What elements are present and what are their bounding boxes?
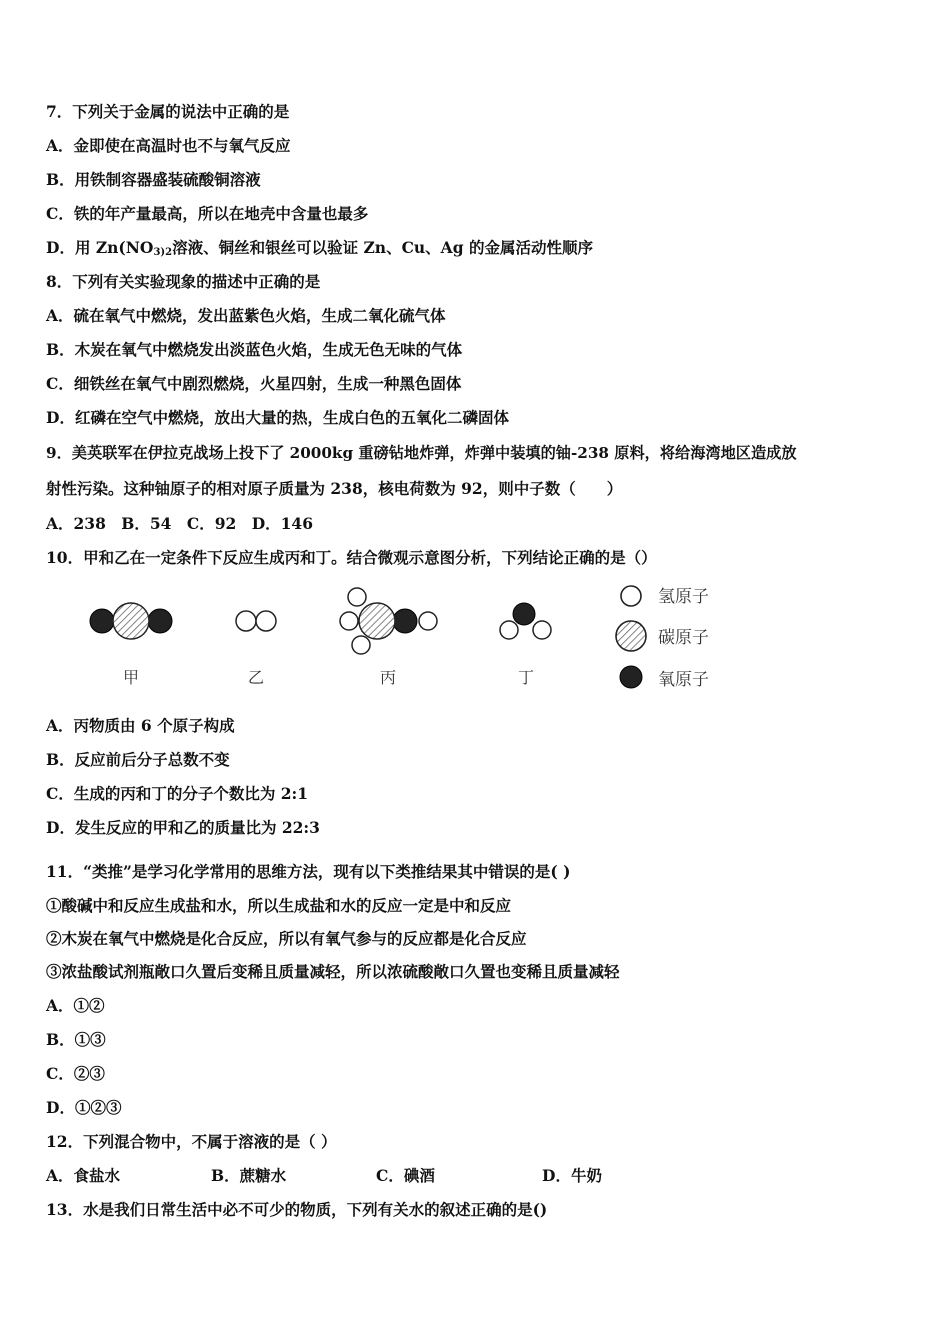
q11-statement-3: ③浓盐酸试剂瓶敞口久置后变稀且质量减轻，所以浓硫酸敞口久置也变稀且质量减轻	[46, 962, 620, 981]
q10-option-c: C．生成的丙和丁的分子个数比为 2:1	[46, 784, 309, 803]
q13-stem: 13．水是我们日常生活中必不可少的物质，下列有关水的叙述正确的是()	[46, 1200, 548, 1219]
molecule-bing	[340, 588, 437, 654]
q11-option-a: A．①②	[46, 996, 105, 1015]
q7-d-pre: D．用 Zn(NO	[46, 238, 154, 257]
legend-hydrogen: 氢原子	[658, 587, 709, 607]
label-bing: 丙	[379, 668, 397, 687]
legend-carbon: 碳原子	[658, 628, 709, 648]
q8-option-d: D．红磷在空气中燃烧，放出大量的热，生成白色的五氧化二磷固体	[46, 408, 509, 427]
q9-option-d: D．146	[251, 514, 313, 533]
legend-oxygen-icon	[620, 666, 642, 688]
q10-option-d: D．发生反应的甲和乙的质量比为 22:3	[46, 818, 320, 837]
q7-d-sub: 3)2	[153, 247, 173, 258]
q7-d-post: 溶液、铜丝和银丝可以验证 Zn、Cu、Ag 的金属活动性顺序	[172, 238, 593, 257]
q11-option-d: D．①②③	[46, 1098, 122, 1117]
q8-option-c: C．细铁丝在氧气中剧烈燃烧，火星四射，生成一种黑色固体	[46, 374, 462, 393]
q9-option-b: B．54	[121, 514, 172, 533]
q11-option-b: B．①③	[46, 1030, 106, 1049]
q10-option-b: B．反应前后分子总数不变	[46, 750, 230, 769]
q11-stem: 11．“类推”是学习化学常用的思维方法，现有以下类推结果其中错误的是( )	[46, 862, 571, 881]
q7-option-c: C．铁的年产量最高，所以在地壳中含量也最多	[46, 204, 369, 223]
q12-stem: 12．下列混合物中，不属于溶液的是（ ）	[46, 1132, 337, 1151]
q11-option-c: C．②③	[46, 1064, 105, 1083]
q10-option-a: A．丙物质由 6 个原子构成	[46, 716, 235, 735]
label-jia: 甲	[122, 668, 140, 687]
q7-option-a: A．金即使在高温时也不与氧气反应	[46, 136, 291, 155]
molecule-jia	[90, 603, 172, 639]
q8-option-a: A．硫在氧气中燃烧，发出蓝紫色火焰，生成二氧化硫气体	[46, 306, 446, 325]
molecule-yi	[236, 611, 276, 631]
q7-option-b: B．用铁制容器盛装硫酸铜溶液	[46, 170, 261, 189]
q9-line1: 9．美英联军在伊拉克战场上投下了 2000kg 重磅钻地炸弹，炸弹中装填的铀-238 原料，将给海湾地区造成放	[46, 444, 797, 462]
q12-option-d: D．牛奶	[542, 1166, 602, 1185]
q11-statement-2: ②木炭在氧气中燃烧是化合反应，所以有氧气参与的反应都是化合反应	[46, 929, 527, 948]
q12-option-a: A．食盐水	[46, 1166, 121, 1185]
q8-option-b: B．木炭在氧气中燃烧发出淡蓝色火焰，生成无色无味的气体	[46, 340, 463, 359]
q8-stem: 8．下列有关实验现象的描述中正确的是	[46, 272, 321, 291]
legend-hydrogen-icon	[621, 586, 641, 606]
label-ding: 丁	[517, 668, 535, 687]
label-yi: 乙	[247, 668, 265, 687]
q11-statement-1: ①酸碱中和反应生成盐和水，所以生成盐和水的反应一定是中和反应	[46, 896, 512, 915]
q9-option-c: C．92	[186, 514, 237, 533]
diagram-legend	[616, 586, 709, 690]
legend-oxygen: 氧原子	[658, 670, 709, 690]
molecule-ding	[500, 603, 551, 639]
q10-stem: 10．甲和乙在一定条件下反应生成丙和丁。结合微观示意图分析，下列结论正确的是（）	[46, 548, 657, 567]
q9-line2: 射性污染。这种铀原子的相对原子质量为 238，核电荷数为 92，则中子数（ ）	[46, 479, 623, 498]
q12-option-c: C．碘酒	[376, 1166, 435, 1185]
q12-option-b: B．蔗糖水	[211, 1166, 287, 1185]
q9-option-a: A．238	[46, 514, 106, 533]
legend-carbon-icon	[616, 621, 646, 651]
q7-stem: 7．下列关于金属的说法中正确的是	[46, 102, 290, 121]
